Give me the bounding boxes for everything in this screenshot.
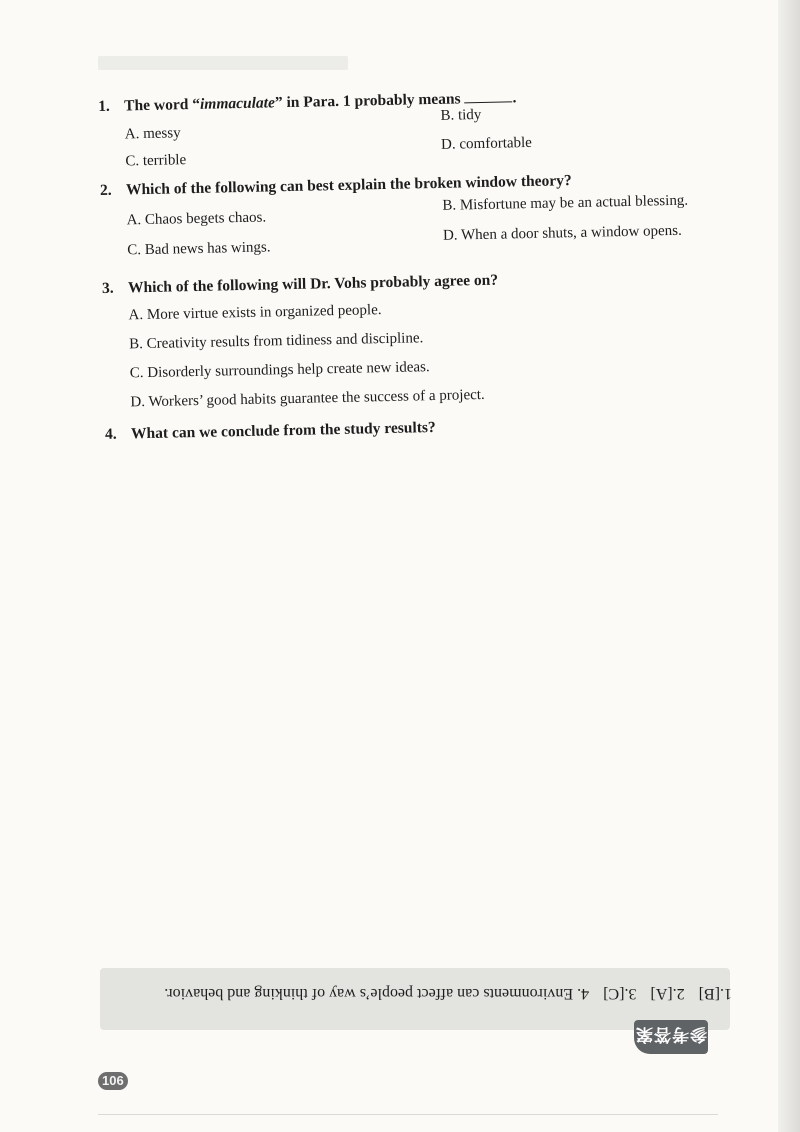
question-stem: Which of the following will Dr. Vohs probably agree on? bbox=[127, 271, 499, 297]
option-b: B. Misfortune may be an actual blessing. bbox=[442, 192, 689, 214]
option-c: C. Disorderly surroundings help create new ideas. bbox=[129, 359, 430, 382]
question-4 bbox=[105, 411, 725, 446]
option-d: D. Workers’ good habits guarantee the success of a project. bbox=[130, 386, 485, 411]
question-stem: The word “immaculate” in Para. 1 probably means . bbox=[124, 89, 517, 115]
question-list bbox=[98, 83, 725, 446]
options bbox=[128, 289, 724, 417]
question-stem: What can we conclude from the study results? bbox=[130, 419, 436, 443]
page-number: 106 bbox=[98, 1072, 128, 1090]
option-b: B. Creativity results from tidiness and discipline. bbox=[129, 330, 424, 353]
answer-1: 1.[B] bbox=[698, 985, 732, 1002]
question-2 bbox=[100, 167, 722, 266]
option-c: C. terrible bbox=[125, 152, 187, 170]
answer-3: 3.[C] bbox=[603, 985, 637, 1002]
option-a: A. More virtue exists in organized people. bbox=[128, 302, 382, 324]
answer-4: 4. Environments can affect people’s way of thinking and behavior. bbox=[164, 985, 590, 1002]
option-d: D. When a door shuts, a window opens. bbox=[442, 222, 682, 244]
question-number: 1. bbox=[98, 97, 111, 115]
page-spine-shadow bbox=[778, 0, 800, 1132]
question-1 bbox=[98, 83, 720, 176]
option-c: C. Bad news has wings. bbox=[127, 239, 271, 259]
question-number: 3. bbox=[101, 279, 114, 297]
question-stem: Which of the following can best explain the broken window theory? bbox=[125, 172, 572, 199]
question-number: 4. bbox=[104, 425, 117, 443]
option-a: A. Chaos begets chaos. bbox=[126, 209, 267, 229]
answer-2: 2.[A] bbox=[650, 985, 685, 1002]
question-3 bbox=[102, 265, 725, 418]
header-strip bbox=[98, 56, 348, 70]
question-number: 2. bbox=[99, 181, 112, 199]
option-b: B. tidy bbox=[440, 106, 482, 124]
bottom-rule bbox=[98, 1114, 718, 1115]
option-d: D. comfortable bbox=[440, 134, 533, 153]
answer-key-text bbox=[112, 984, 732, 1002]
option-a: A. messy bbox=[124, 125, 181, 143]
answer-key-badge: 参考答案 bbox=[634, 1020, 708, 1054]
options bbox=[126, 193, 721, 265]
